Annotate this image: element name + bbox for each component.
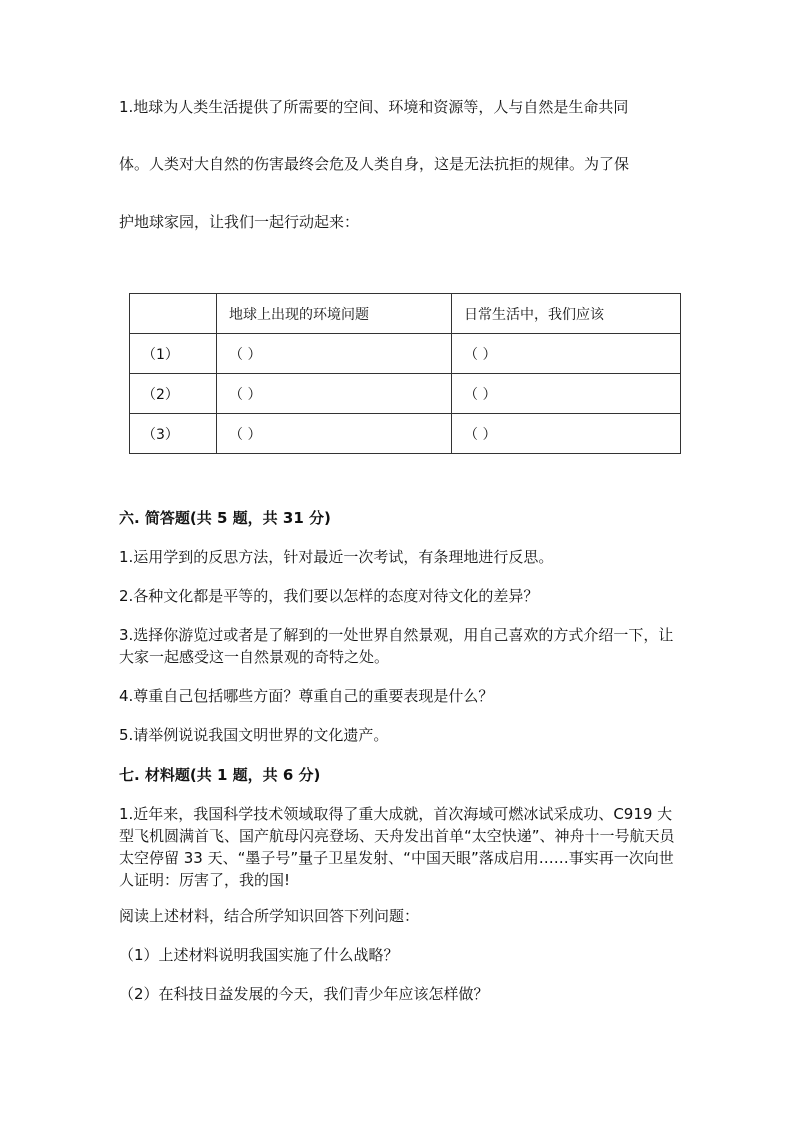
row-number: （3） (130, 414, 217, 454)
answer-blank: （ ） (452, 374, 681, 414)
section-6-item-4: 4.尊重自己包括哪些方面？尊重自己的重要表现是什么？ (119, 687, 494, 705)
environment-table (129, 293, 681, 454)
section-7-prompt: 阅读上述材料，结合所学知识回答下列问题： (119, 907, 420, 925)
answer-blank: （ ） (452, 334, 681, 374)
section-6-item-5: 5.请举例说说我国文明世界的文化遗产。 (119, 726, 389, 744)
table-row (130, 334, 681, 374)
table-row (130, 374, 681, 414)
section-6-title: 六. 简答题(共 5 题，共 31 分) (119, 509, 331, 527)
question-1-line-3: 护地球家园，让我们一起行动起来： (119, 213, 360, 231)
section-7-sub-question-1: （1）上述材料说明我国实施了什么战略？ (119, 946, 399, 964)
table-header-row (130, 294, 681, 334)
section-7-material: 1.近年来，我国科学技术领域取得了重大成就，首次海域可燃冰试采成功、C919 大型飞机圆满首飞、国产航母闪亮登场、天舟发出首单“太空快递”、神舟十一号航天员太空停留 33 天、“墨子号”量子卫星发射、“中国天眼”落成启用……事实再一次向世人证明：厉害了，我的国! (119, 805, 675, 889)
section-7-title: 七. 材料题(共 1 题，共 6 分) (119, 766, 321, 784)
answer-blank: （ ） (217, 374, 452, 414)
question-1-line-2: 体。人类对大自然的伤害最终会危及人类自身，这是无法抗拒的规律。为了保 (119, 155, 630, 173)
section-6-item-2: 2.各种文化都是平等的，我们要以怎样的态度对待文化的差异？ (119, 587, 539, 605)
table-header-actions: 日常生活中，我们应该 (452, 294, 681, 334)
row-number: （2） (130, 374, 217, 414)
section-7-sub-question-2: （2）在科技日益发展的今天，我们青少年应该怎样做？ (119, 985, 489, 1003)
row-number: （1） (130, 334, 217, 374)
answer-blank: （ ） (452, 414, 681, 454)
section-6-item-3: 3.选择你游览过或者是了解到的一处世界自然景观，用自己喜欢的方式介绍一下，让大家一起感受这一自然景观的奇特之处。 (119, 626, 674, 666)
answer-blank: （ ） (217, 334, 452, 374)
table-header-empty (130, 294, 217, 334)
section-6-item-1: 1.运用学到的反思方法，针对最近一次考试，有条理地进行反思。 (119, 548, 554, 566)
table-row (130, 414, 681, 454)
question-1-line-1: 1.地球为人类生活提供了所需要的空间、环境和资源等，人与自然是生命共同 (119, 98, 629, 116)
answer-blank: （ ） (217, 414, 452, 454)
table-header-problems: 地球上出现的环境问题 (217, 294, 452, 334)
